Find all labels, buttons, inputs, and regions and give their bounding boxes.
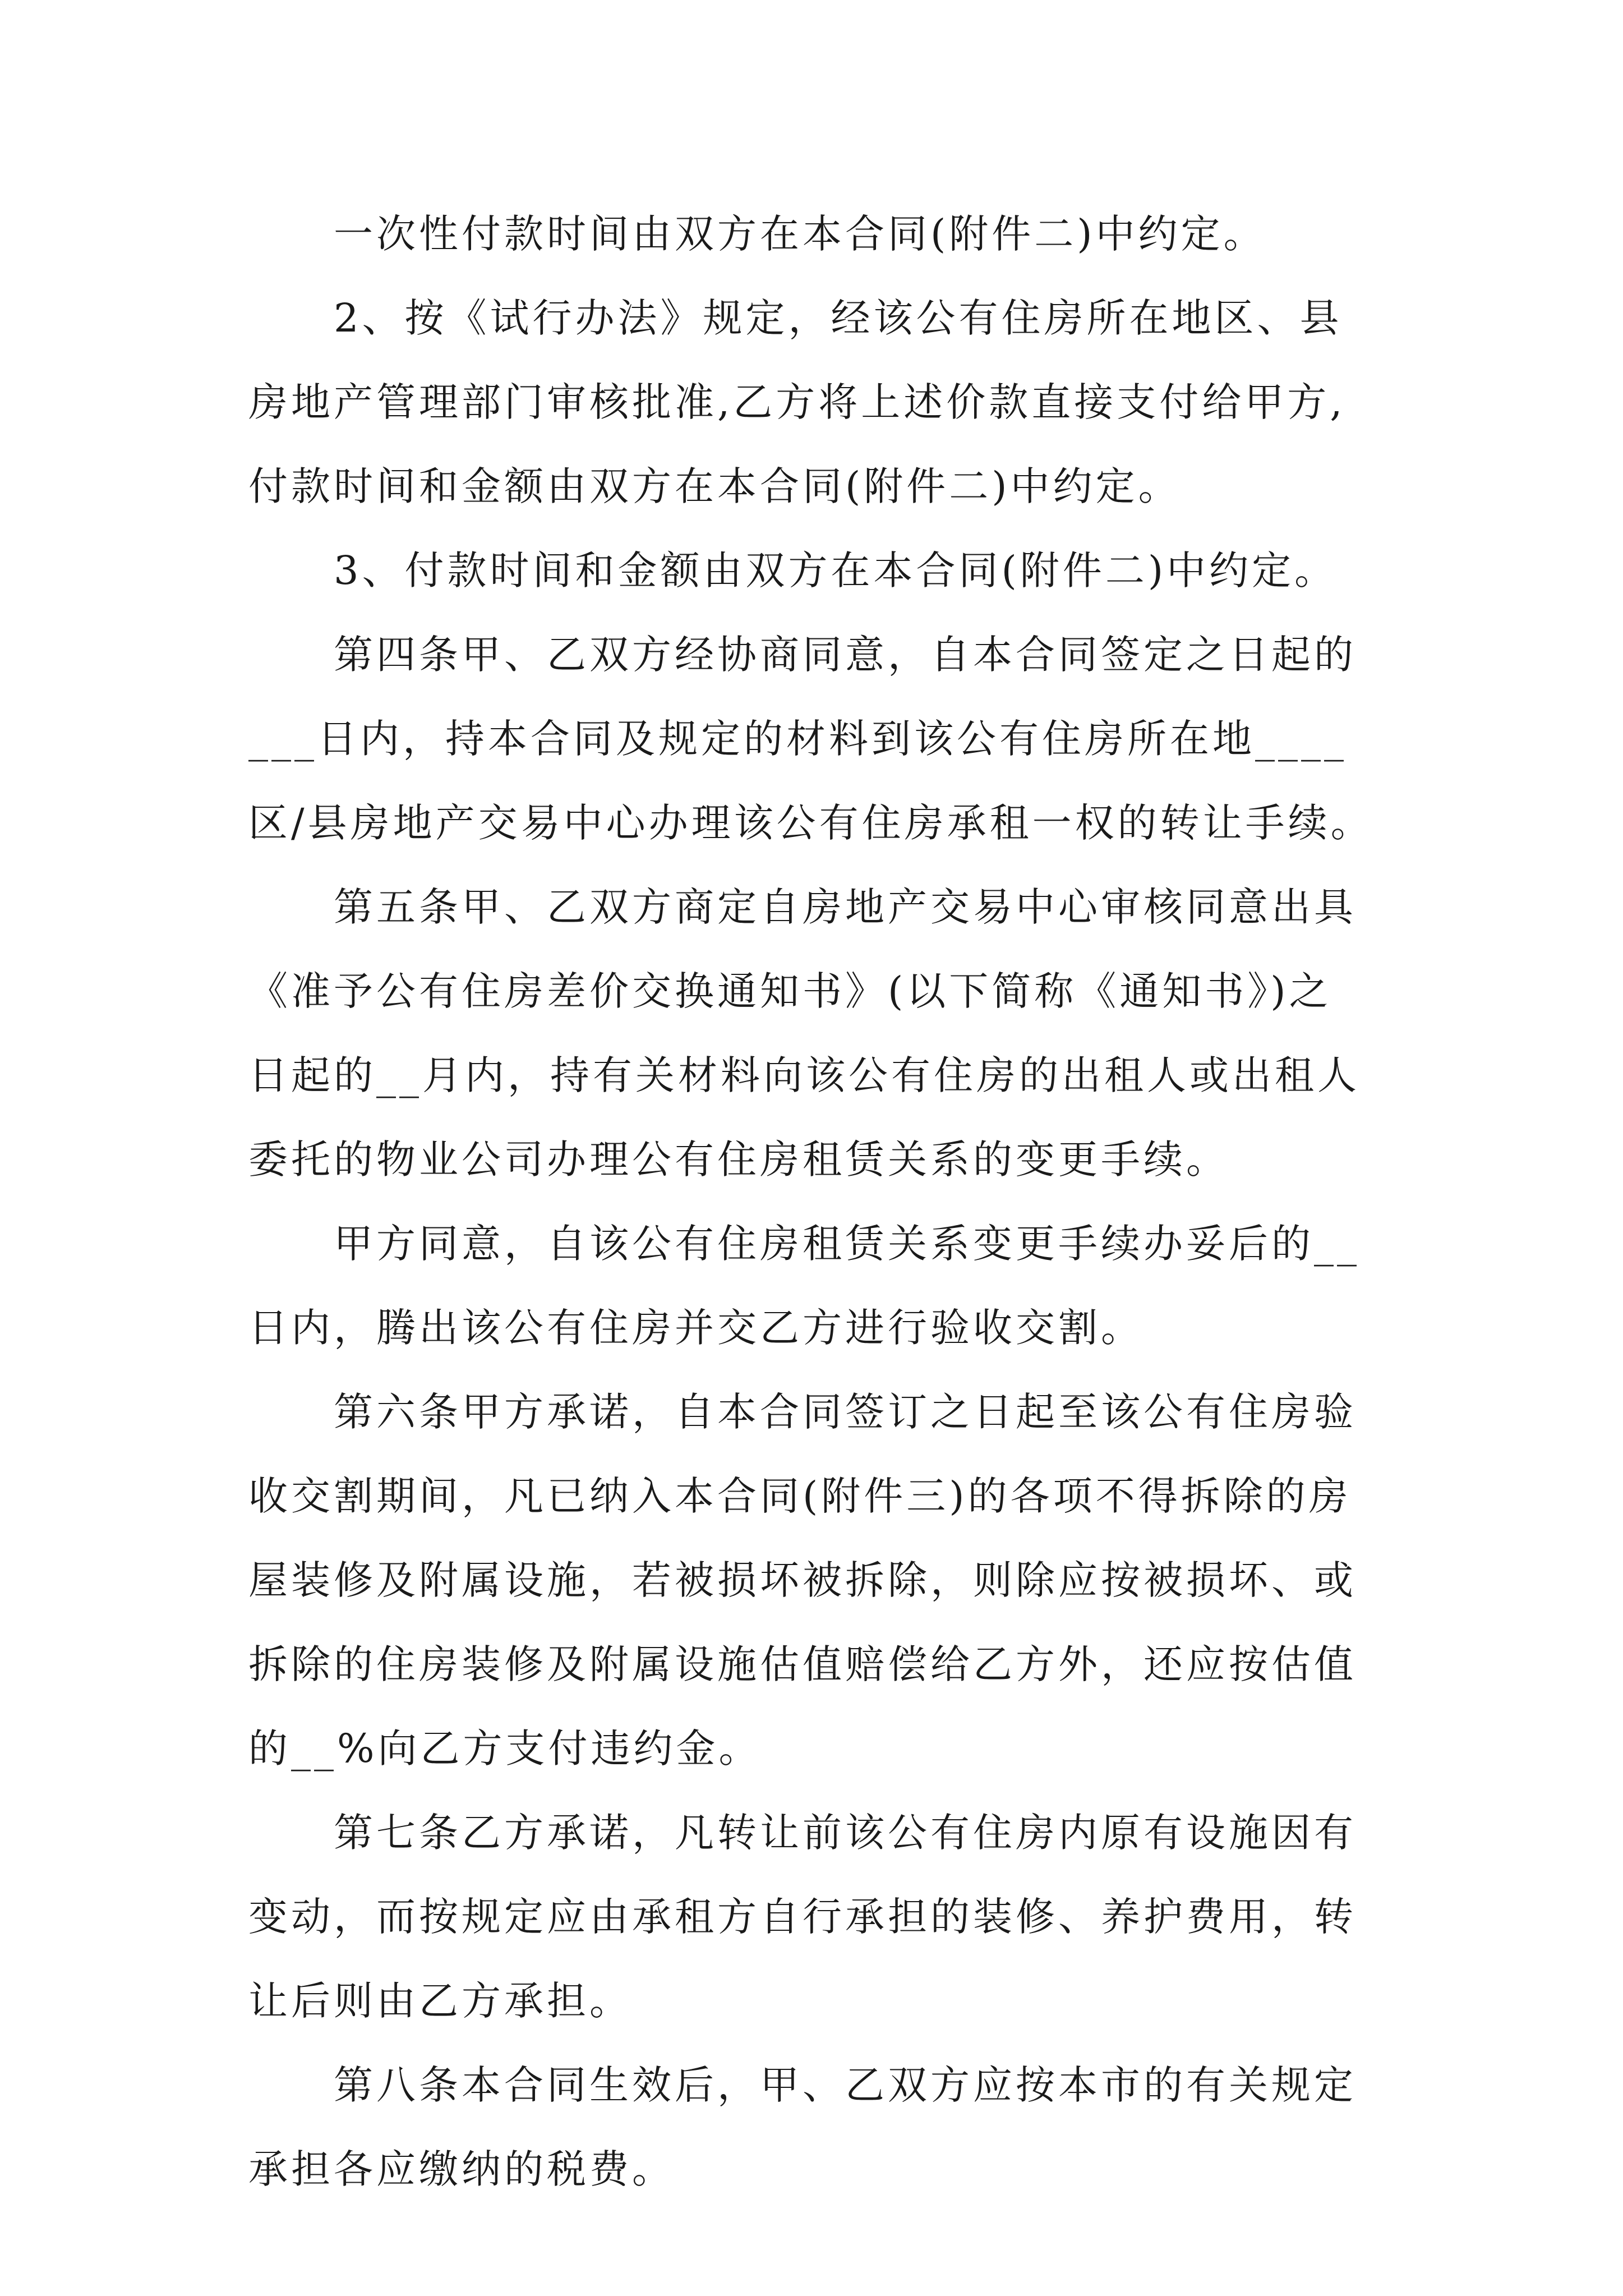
text-line: 第六条甲方承诺，自本合同签订之日起至该公有住房验: [334, 1389, 1357, 1435]
text-line: 承担各应缴纳的税费。: [248, 2146, 675, 2192]
text-line: 日内，腾出该公有住房并交乙方进行验收交割。: [248, 1305, 1144, 1351]
text-line: 3、付款时间和金额由双方在本合同(附件二)中约定。: [334, 547, 1338, 593]
text-line: 房地产管理部门审核批准,乙方将上述价款直接支付给甲方,: [248, 379, 1346, 425]
text-line: 变动，而按规定应由承租方自行承担的装修、养护费用，转: [248, 1894, 1357, 1940]
text-line: 一次性付款时间由双方在本合同(附件二)中约定。: [334, 211, 1266, 257]
text-line: 甲方同意，自该公有住房租赁关系变更手续办妥后的__: [334, 1221, 1360, 1267]
text-line: 《准予公有住房差价交换通知书》(以下简称《通知书》)之: [248, 968, 1332, 1014]
text-line: 第八条本合同生效后，甲、乙双方应按本市的有关规定: [334, 2062, 1357, 2108]
text-line: 第五条甲、乙双方商定自房地产交易中心审核同意出具: [334, 884, 1357, 930]
text-line: 第七条乙方承诺，凡转让前该公有住房内原有设施因有: [334, 1810, 1357, 1856]
text-line: 拆除的住房装修及附属设施估值赔偿给乙方外，还应按估值: [248, 1641, 1357, 1687]
text-line: 屋装修及附属设施，若被损坏被拆除，则除应按被损坏、或: [248, 1557, 1357, 1603]
text-line: 收交割期间，凡已纳入本合同(附件三)的各项不得拆除的房: [248, 1473, 1352, 1519]
text-line: 区/县房地产交易中心办理该公有住房承租一权的转让手续。: [248, 800, 1373, 846]
document-body: [248, 192, 1376, 2211]
text-line: 的__%向乙方支付违约金。: [248, 1726, 762, 1772]
text-line: 付款时间和金额由双方在本合同(附件二)中约定。: [248, 463, 1181, 509]
text-line: 委托的物业公司办理公有住房租赁关系的变更手续。: [248, 1137, 1229, 1182]
text-line: 2、按《试行办法》规定，经该公有住房所在地区、县: [334, 295, 1343, 341]
text-line: 日起的__月内，持有关材料向该公有住房的出租人或出租人: [248, 1052, 1360, 1098]
text-line: ___日内，持本合同及规定的材料到该公有住房所在地____: [248, 716, 1347, 762]
text-line: 让后则由乙方承担。: [248, 1978, 632, 2024]
text-line: 第四条甲、乙双方经协商同意，自本合同签定之日起的: [334, 632, 1357, 678]
